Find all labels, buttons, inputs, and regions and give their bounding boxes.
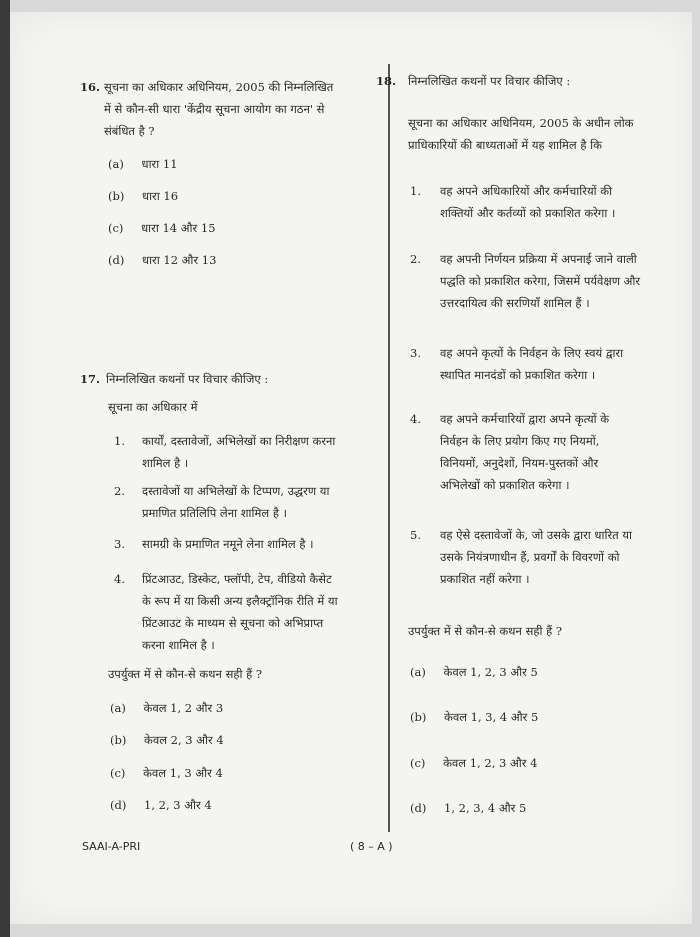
- statement-line: विनियमों, अनुदेशों, नियम-पुस्तकों और: [440, 456, 599, 470]
- q18-statement-1: [440, 180, 672, 224]
- q18-intro: [408, 112, 670, 156]
- option-label: (c): [108, 221, 124, 235]
- q17-option-d: [110, 798, 212, 813]
- option-label: (a): [110, 701, 126, 715]
- statement-line: निर्वहन के लिए प्रयोग किए गए नियमों,: [440, 434, 600, 448]
- q17-statement-1: [142, 430, 378, 474]
- statement-line: वह अपने कृत्यों के निर्वहन के लिए स्वयं द्वारा: [440, 346, 624, 360]
- option-text: केवल 1, 2, 3 और 4: [443, 756, 538, 770]
- option-label: (c): [110, 766, 126, 780]
- q16-option-c: [108, 221, 216, 236]
- q16-option-d: [108, 253, 216, 268]
- q17-statement-3: [142, 533, 378, 555]
- q16-stem-line: में से कौन-सी धारा 'केंद्रीय सूचना आयोग का गठन' से: [104, 102, 325, 116]
- q17-statement-number: 3.: [114, 537, 125, 551]
- option-text: केवल 1, 2, 3 और 5: [443, 665, 538, 679]
- q18-statement-4: [440, 408, 672, 496]
- scan-left-edge: [0, 0, 10, 937]
- statement-line: शक्तियों और कर्तव्यों को प्रकाशित करेगा ।: [440, 206, 616, 220]
- q17-intro: सूचना का अधिकार में: [108, 400, 198, 414]
- statement-line: प्रकाशित नहीं करेगा ।: [440, 572, 530, 586]
- statement-line: के रूप में या किसी अन्य इलैक्ट्रॉनिक रीति में या: [142, 594, 338, 608]
- intro-line: सूचना का अधिकार अधिनियम, 2005 के अधीन लोक: [408, 116, 634, 130]
- q18-option-b: [410, 710, 538, 725]
- option-text: केवल 2, 3 और 4: [144, 733, 224, 747]
- q18-statement-number: 4.: [410, 412, 421, 426]
- option-label: (d): [110, 798, 127, 812]
- statement-line: वह अपने कर्मचारियों द्वारा अपने कृत्यों के: [440, 412, 610, 426]
- q18-option-c: [410, 756, 537, 771]
- q18-statement-number: 5.: [410, 528, 421, 542]
- q17-question: उपर्युक्त में से कौन-से कथन सही हैं ?: [108, 667, 263, 681]
- q17-statement-2: [142, 480, 378, 524]
- q16-option-a: [108, 157, 178, 172]
- column-divider: [388, 64, 390, 832]
- q17-statement-number: 1.: [114, 434, 125, 448]
- q18-question: उपर्युक्त में से कौन-से कथन सही हैं ?: [408, 624, 563, 638]
- q18-statement-2: [440, 248, 672, 314]
- intro-line: प्राधिकारियों की बाध्यताओं में यह शामिल है कि: [408, 138, 602, 152]
- option-text: केवल 1, 2 और 3: [143, 701, 224, 715]
- q18-instruction: निम्नलिखित कथनों पर विचार कीजिए :: [408, 74, 571, 88]
- q17-statement-number: 4.: [114, 572, 125, 586]
- q18-statement-number: 1.: [410, 184, 421, 198]
- exam-page: [10, 12, 692, 924]
- option-label: (b): [108, 189, 125, 203]
- statement-line: प्रिंटआउट के माध्यम से सूचना को अभिप्राप्त: [142, 616, 324, 630]
- statement-line: कार्यों, दस्तावेजों, अभिलेखों का निरीक्षण करना: [142, 434, 336, 448]
- option-label: (c): [410, 756, 426, 770]
- statement-line: दस्तावेजों या अभिलेखों के टिप्पण, उद्धरण या: [142, 484, 330, 498]
- q16-stem: [104, 76, 378, 142]
- option-text: 1, 2, 3 और 4: [144, 798, 212, 812]
- q16-option-b: [108, 189, 178, 204]
- q17-statement-number: 2.: [114, 484, 125, 498]
- q16-stem-line: सूचना का अधिकार अधिनियम, 2005 की निम्नलिखित: [104, 80, 334, 94]
- statement-line: शामिल है ।: [142, 456, 189, 470]
- option-label: (d): [108, 253, 125, 267]
- option-label: (b): [110, 733, 127, 747]
- option-label: (a): [108, 157, 124, 171]
- q17-instruction: निम्नलिखित कथनों पर विचार कीजिए :: [106, 372, 269, 386]
- footer-page-number: ( 8 – A ): [350, 840, 393, 853]
- option-text: केवल 1, 3, 4 और 5: [444, 710, 539, 724]
- q16-stem-line: संबंधित है ?: [104, 124, 155, 138]
- statement-line: उसके नियंत्रणाधीन हैं, प्रवर्गों के विवरणों को: [440, 550, 620, 564]
- statement-line: वह ऐसे दस्तावेजों के, जो उसके द्वारा धारित या: [440, 528, 633, 542]
- q18-number: 18.: [376, 74, 397, 88]
- footer-paper-code: SAAI-A-PRI: [82, 840, 141, 853]
- q18-statement-3: [440, 342, 672, 386]
- statement-line: प्रमाणित प्रतिलिपि लेना शामिल है ।: [142, 506, 287, 520]
- statement-line: अभिलेखों को प्रकाशित करेगा ।: [440, 478, 570, 492]
- option-text: केवल 1, 3 और 4: [143, 766, 223, 780]
- option-text: धारा 14 और 15: [141, 221, 216, 235]
- q17-option-c: [110, 766, 223, 781]
- option-label: (d): [410, 801, 427, 815]
- statement-line: वह अपने अधिकारियों और कर्मचारियों की: [440, 184, 613, 198]
- q17-statement-4: [142, 568, 378, 656]
- q18-statement-number: 3.: [410, 346, 421, 360]
- statement-line: उत्तरदायित्व की सरणियाँ शामिल हैं ।: [440, 296, 590, 310]
- q18-option-d: [410, 801, 526, 816]
- q16-number: 16.: [80, 80, 101, 94]
- q18-statement-number: 2.: [410, 252, 421, 266]
- option-text: 1, 2, 3, 4 और 5: [444, 801, 527, 815]
- q17-option-b: [110, 733, 224, 748]
- option-text: धारा 12 और 13: [142, 253, 217, 267]
- statement-line: वह अपनी निर्णयन प्रक्रिया में अपनाई जाने वाली: [440, 252, 637, 266]
- q18-option-a: [410, 665, 538, 680]
- option-label: (a): [410, 665, 426, 679]
- option-label: (b): [410, 710, 427, 724]
- statement-line: पद्धति को प्रकाशित करेगा, जिसमें पर्यवेक्षण और: [440, 274, 641, 288]
- statement-line: स्थापित मानदंडों को प्रकाशित करेगा ।: [440, 368, 596, 382]
- statement-line: करना शामिल है ।: [142, 638, 215, 652]
- option-text: धारा 11: [141, 157, 178, 171]
- q17-option-a: [110, 701, 223, 716]
- statement-line: सामग्री के प्रमाणित नमूने लेना शामिल है ।: [142, 537, 314, 551]
- q17-number: 17.: [80, 372, 101, 386]
- statement-line: प्रिंटआउट, डिस्केट, फ्लॉपी, टेप, वीडियो कैसेट: [142, 572, 332, 586]
- q18-statement-5: [440, 524, 672, 590]
- option-text: धारा 16: [142, 189, 179, 203]
